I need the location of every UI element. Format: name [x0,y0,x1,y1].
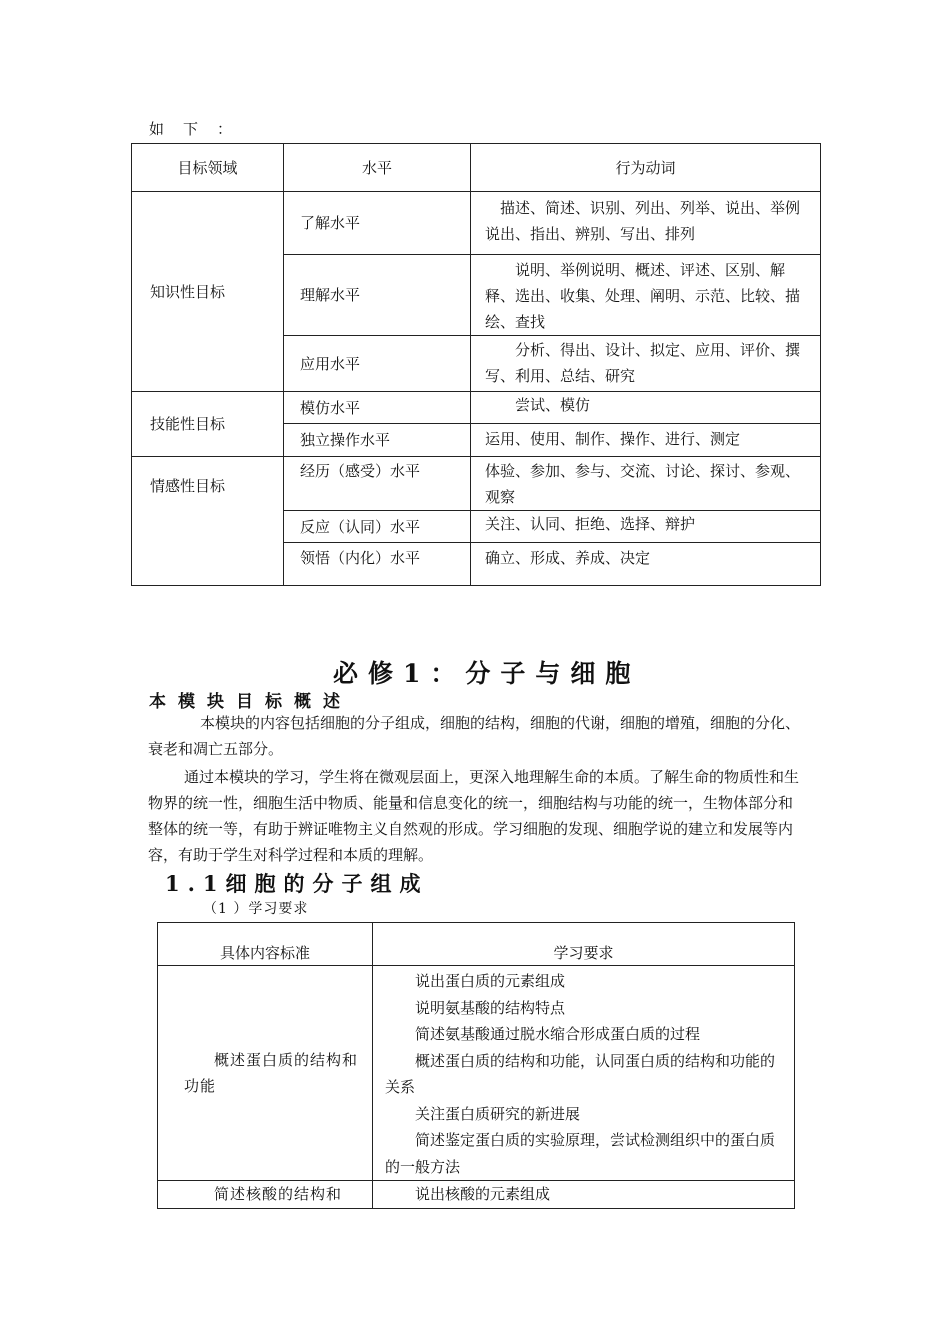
requirement-item: 说出核酸的元素组成 [415,1185,551,1203]
verbs-cell: 确立、形成、养成、决定 [471,543,821,586]
header-standard: 具体内容标准 [158,923,373,966]
paragraph-text: 通过本模块的学习，学生将在微观层面上，更深入地理解生命的本质。了解生命的物质性和生物界的统一性，细胞生活中物质、能量和信息变化的统一，细胞结构与功能的统一，生物体部分和整体的统一等，有助于辨证唯物主义自然观的形成。学习细胞的发现、细胞学说的建立和发展等内容，有助于学生对科学过程和本质的理解。 [148,768,800,864]
table-row [132,457,821,511]
requirement-item: 关注蛋白质研究的新进展 [415,1104,581,1123]
verbs-cell: 运用、使用、制作、操作、进行、测定 [471,424,821,457]
header-verbs: 行为动词 [471,144,821,192]
header-level: 水平 [284,144,471,192]
requirement-item: 简述鉴定蛋白质的实验原理，尝试检测组织中的蛋白质的一般方法 [385,1131,776,1176]
table-header-row [132,144,821,192]
header-requirements: 学习要求 [373,923,795,966]
section-1-1-heading: 1.1细胞的分子组成 [165,871,429,896]
verbs-cell: 分析、得出、设计、拟定、应用、评价、撰写、利用、总结、研究 [471,336,821,392]
verbs-cell: 说明、举例说明、概述、评述、区别、解释、选出、收集、处理、阐明、示范、比较、描绘、查找 [471,255,821,336]
header-domain: 目标领域 [132,144,284,192]
level-cell: 独立操作水平 [284,424,471,457]
objectives-table [131,143,821,586]
level-cell: 理解水平 [284,255,471,336]
verbs-cell: 描述、简述、识别、列出、列举、说出、举例说出、指出、辨别、写出、排列 [471,192,821,255]
table-header-row [158,923,795,966]
level-cell: 领悟（内化）水平 [284,543,471,586]
domain-affective: 情感性目标 [132,457,284,586]
level-cell: 模仿水平 [284,392,471,424]
requirement-item: 说明氨基酸的结构特点 [415,998,566,1017]
table-row [132,392,821,424]
level-cell: 应用水平 [284,336,471,392]
verbs-cell: 关注、认同、拒绝、选择、辩护 [471,511,821,543]
level-cell: 了解水平 [284,192,471,255]
domain-knowledge: 知识性目标 [132,192,284,392]
module-title: 必修1：分子与细胞 [333,659,641,688]
requirement-item: 概述蛋白质的结构和功能，认同蛋白质的结构和功能的关系 [385,1051,776,1096]
requirements-cell [373,1181,795,1209]
table-row [132,192,821,255]
verbs-cell: 尝试、模仿 [471,392,821,424]
requirement-item: 说出蛋白质的元素组成 [415,972,566,990]
sub-label: （1 ）学习要求 [203,901,309,917]
standard-cell: 简述核酸的结构和 [158,1181,373,1209]
table-row [158,1181,795,1209]
requirement-item: 简述氨基酸通过脱水缩合形成蛋白质的过程 [415,1025,701,1043]
domain-skill: 技能性目标 [132,392,284,457]
learning-requirements-table [157,922,795,1209]
table-row [158,966,795,1181]
requirements-cell [373,966,795,1181]
level-cell: 经历（感受）水平 [284,457,471,511]
section-overview-heading: 本模块目标概述 [149,692,352,712]
overview-paragraph-1 [148,710,802,762]
overview-paragraph-2 [148,764,802,868]
standard-cell: 概述蛋白质的结构和功能 [158,966,373,1181]
verbs-cell: 体验、参加、参与、交流、讨论、探讨、参观、观察 [471,457,821,511]
level-cell: 反应（认同）水平 [284,511,471,543]
paragraph-text: 本模块的内容包括细胞的分子组成，细胞的结构，细胞的代谢，细胞的增殖，细胞的分化、衰老和凋亡五部分。 [148,714,801,758]
intro-text: 如 下 ： [149,120,235,138]
